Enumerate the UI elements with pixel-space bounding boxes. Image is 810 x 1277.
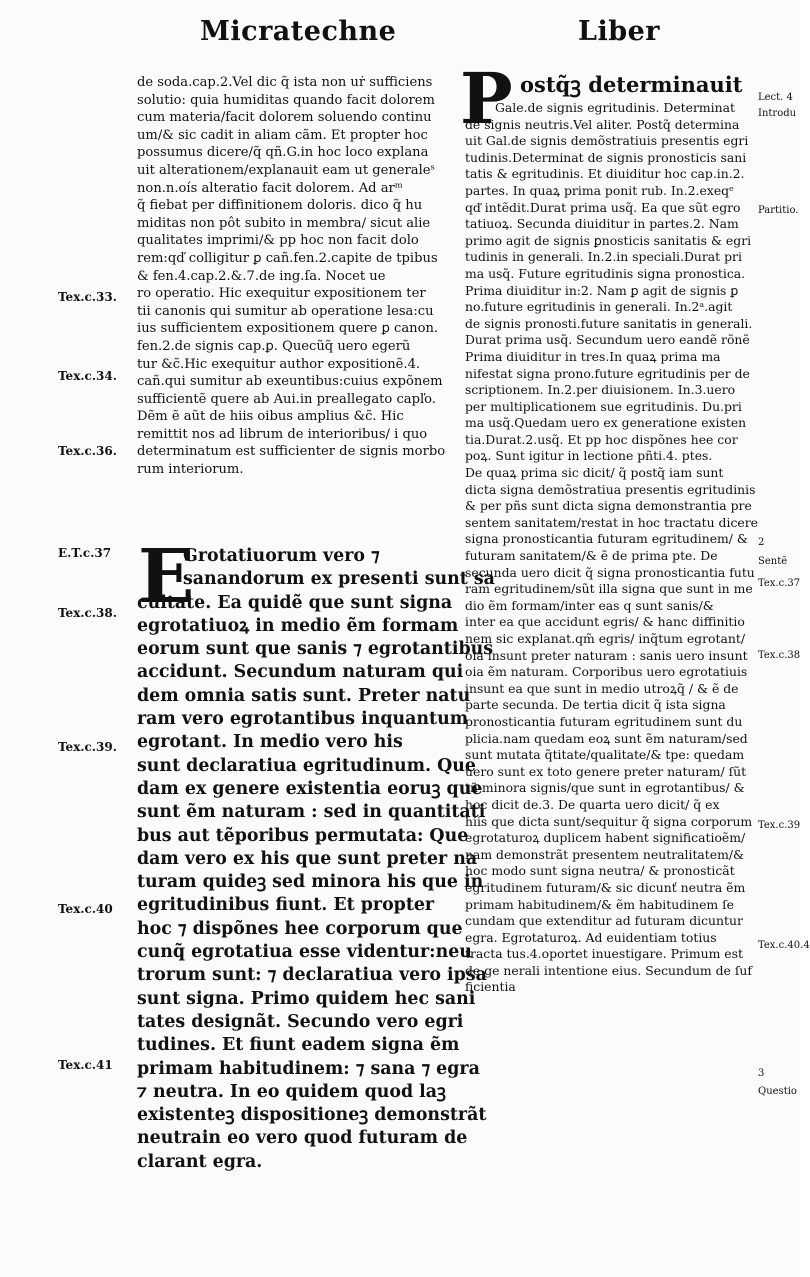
text-line: inter ea que accidunt egris/ & hanc diffinitio	[465, 614, 745, 630]
text-line: sentem sanitatem/restat in hoc tractatu dicere	[465, 514, 758, 530]
text-line: futuram sanitatem/& ẽ de prima pte. De	[465, 548, 718, 564]
text-line: dicta signa demõstratiua presentis egritudinis	[465, 481, 756, 497]
text-line: primam habitudinem/& ẽm habitudinem ſe	[465, 896, 735, 912]
text-line: eorum sunt que sanis ⁊ egrotantibus	[137, 639, 494, 660]
text-line: De quaꝝ prima sic dicit/ q̃ postq̃ iam sunt	[465, 465, 724, 481]
text-line: fen.2.de signis cap.ꝑ. Quecũq̃ uero egerũ	[137, 338, 411, 354]
text-line: um/& sic cadit in aliam cãm. Et propter hoc	[137, 127, 428, 143]
text-line: uit Gal.de signis demõstratiuis presentis egri	[465, 133, 749, 149]
text-line: cañ.qui sumitur ab exeuntibus:cuius expõnem	[137, 374, 443, 390]
text-line: dam ex genere existentia eoruꝫ que	[137, 778, 483, 799]
text-line: Prima diuiditur in tres.In quaꝝ prima ma	[465, 348, 721, 364]
text-line: de signis neutris.Vel aliter. Postq̃ determina	[465, 116, 740, 132]
text-line: sunt ẽm naturam : sed in quantitati	[137, 802, 486, 823]
text-line: trorum sunt: ⁊ declaratiua vero ipsa	[137, 965, 487, 986]
margin-reference-right: 2	[758, 537, 765, 548]
text-line: primo agit de signis ꝑnosticis sanitatis & egri	[465, 232, 752, 248]
text-line: hoc dicit de.3. De quarta uero dicit/ q̃ ex	[465, 796, 720, 812]
text-line: oia ẽm naturam. Corporibus uero egrotatiuis	[465, 664, 748, 680]
margin-reference-right: Partitio.	[758, 205, 799, 216]
text-line: tudinis.Determinat de signis pronosticis sani	[465, 149, 747, 165]
text-line: oia insunt preter naturam : sanis uero insunt	[465, 647, 748, 663]
text-line: Gale.de signis egritudinis. Determinat	[495, 100, 735, 115]
running-header	[0, 16, 800, 60]
right-commentary-column	[465, 70, 783, 996]
text-line: & fen.4.cap.2.&.7.de ing.ſa. Nocet ue	[137, 268, 386, 284]
text-line: cundam que extenditur ad futuram dicuntur	[465, 913, 743, 929]
text-line: egrotant. In medio vero his	[137, 732, 403, 753]
text-line: rem:qď colligitur ꝑ cañ.fen.2.capite de tpibus	[137, 250, 438, 266]
text-line: rum interiorum.	[137, 462, 244, 478]
text-line: de signis pronosti.future sanitatis in generali.	[465, 315, 753, 331]
margin-reference-left: Tex.c.40	[58, 902, 113, 916]
text-line: tudines. Et fiunt eadem signa ẽm	[137, 1035, 460, 1056]
text-line: qď intẽdit.Durat prima usq̃. Ea que sũt egro	[465, 199, 741, 215]
text-line: egritudinem futuram/& sic dicunť neutra ẽm	[465, 879, 746, 895]
text-line: Grotatiuorum vero ⁊	[183, 546, 380, 566]
text-line: Prima diuiditur in:2. Nam ꝑ agit de signis ꝑ	[465, 282, 739, 298]
text-line: hiis que dicta sunt/sequitur q̃ signa corporum	[465, 813, 753, 829]
text-line: no.future egritudinis in generali. In.2ᵃ.agit	[465, 299, 733, 315]
margin-reference-left: E.T.c.37	[58, 546, 112, 560]
margin-reference-right: Tex.c.39	[758, 820, 801, 831]
text-line: existenteꝫ dispositioneꝫ demonstrãt	[137, 1105, 487, 1126]
text-line: q̃ fiebat per diffinitionem doloris. dico q̃ hu	[137, 198, 423, 214]
text-line: tñ minora signis/que sunt in egrotantibus/ &	[465, 780, 745, 796]
text-line: ram vero egrotantibus inquantum	[137, 709, 469, 730]
running-title-right: Liber	[578, 16, 661, 47]
text-line: uero sunt ex toto genere preter naturam/ ſũt	[465, 763, 747, 779]
text-line: tia.Durat.2.usq̃. Et pp hoc dispõnes hee cor	[465, 431, 738, 447]
text-line: uit alterationem/explanauit eam ut generaleˢ	[137, 162, 435, 178]
text-line: nam demonstrãt presentem neutralitatem/&	[465, 846, 745, 862]
text-line: hoc ⁊ dispõnes hee corporum que	[137, 918, 463, 939]
margin-reference-left: Tex.c.38.	[58, 606, 117, 620]
text-line: tracta tus.4.oportet inuestigare. Primum est	[465, 946, 743, 962]
text-line: determinatum est sufficienter de signis morbo	[137, 444, 446, 460]
text-line: egritudinibus fiunt. Et propter	[137, 895, 435, 916]
section-heading: ostq̃ꝫ determinauit	[520, 72, 743, 97]
text-line: Durat prima usq̃. Secundum uero eandẽ rõnẽ	[465, 332, 750, 348]
text-line: tatis & egritudinis. Et diuiditur hoc cap.in.2.	[465, 166, 745, 182]
text-line: de soda.cap.2.Vel dic q̃ ista non uṙ sufficiens	[137, 75, 433, 90]
margin-reference-left: Tex.c.34.	[58, 369, 117, 383]
margin-reference-right: Lect. 4	[758, 92, 793, 103]
text-line: tatiuoꝝ. Secunda diuiditur in partes.2. Nam	[465, 216, 739, 232]
text-line: tates designãt. Secundo vero egri	[137, 1011, 464, 1032]
margin-reference-left: Tex.c.36.	[58, 444, 117, 458]
text-line: de ge nerali intentione eius. Secundum de ſuf	[465, 962, 752, 978]
drop-cap-P: P	[460, 57, 513, 140]
text-line: qualitates imprimi/& pp hoc non facit dolo	[137, 233, 419, 249]
text-line: plicia.nam quedam eoꝝ sunt ẽm naturam/sed	[465, 730, 748, 746]
text-line: ficientia	[465, 979, 516, 995]
text-line: cunq̃ egrotatiua esse videntur:neu	[137, 942, 472, 963]
text-line: dam vero ex his que sunt preter na	[137, 848, 478, 869]
margin-reference-right: Questio	[758, 1086, 797, 1097]
drop-cap-E: E	[138, 534, 195, 620]
left-commentary-column	[137, 74, 457, 479]
text-line: partes. In quaꝝ prima ponit rub. In.2.exeqᵉ	[465, 182, 734, 198]
text-line: egrotaturoꝝ duplicem habent significatioẽm/	[465, 830, 746, 846]
text-line: sanandorum ex presenti sunt sa	[183, 569, 495, 590]
margin-reference-right: Tex.c.37	[758, 578, 801, 589]
margin-reference-left: Tex.c.39.	[58, 740, 117, 754]
margin-reference-right: Introdu	[758, 108, 797, 119]
text-line: ram egritudinem/sũt illa signa que sunt in me	[465, 581, 753, 597]
text-line: solutio: quia humiditas quando facit dolorem	[137, 92, 435, 108]
text-line: poꝝ. Sunt igitur in lectione pñti.4. ptes.	[465, 448, 713, 464]
text-line: signa pronosticantia futuram egritudinem/ &	[465, 531, 748, 547]
text-line: hoc modo sunt signa neutra/ & pronosticãt	[465, 863, 735, 879]
text-line: ma usq̃. Future egritudinis signa pronostica.	[465, 265, 746, 281]
text-line: ro operatio. Hic exequitur expositionem ter	[137, 286, 426, 302]
text-line: tudinis in generali. In.2.in speciali.Durat pri	[465, 249, 742, 265]
text-line: sunt mutata q̃titate/qualitate/& tpe: quedam	[465, 747, 745, 763]
text-line: sunt signa. Primo quidem hec sani	[137, 988, 476, 1009]
text-line: turam quideꝫ sed minora his que in	[137, 872, 484, 893]
text-line: parte secunda. De tertia dicit q̃ ista signa	[465, 697, 726, 713]
text-line: non.n.oís alteratio facit dolorem. Ad arᵐ	[137, 180, 403, 196]
text-line: sufficientẽ quere ab Aui.in preallegato capľo.	[137, 391, 436, 407]
text-line: accidunt. Secundum naturam qui	[137, 662, 464, 683]
text-line: ⁊ neutra. In eo quidem quod laꝫ	[137, 1081, 446, 1102]
text-line: primam habitudinem: ⁊ sana ⁊ egra	[137, 1058, 480, 1079]
text-line: bus aut tẽporibus permutata: Que	[137, 825, 469, 846]
text-line: ma usq̃.Quedam uero ex generatione existen	[465, 415, 747, 431]
text-line: secunda uero dicit q̃ signa pronosticantia futu	[465, 564, 755, 580]
text-line: remittit nos ad librum de interioribus/ i quo	[137, 426, 428, 442]
running-title-left: Micratechne	[200, 16, 397, 47]
text-line: cultate. Ea quidẽ que sunt signa	[137, 592, 453, 613]
text-line: neutrain eo vero quod futuram de	[137, 1128, 468, 1149]
margin-reference-right: Tex.c.38	[758, 650, 801, 661]
text-line: & per pñs sunt dicta signa demonstrantia pre	[465, 498, 752, 514]
text-line: ius sufficientem expositionem quere ꝑ canon.	[137, 321, 439, 337]
margin-reference-right: 3	[758, 1068, 765, 1079]
text-line: nem sic explanat.qm̃ egris/ inq̃tum egrotant/	[465, 631, 745, 646]
text-line: tur &c̃.Hic exequitur author expositionẽ.4.	[137, 356, 421, 372]
margin-reference-left: Tex.c.41	[58, 1058, 113, 1072]
text-line: per multiplicationem sue egritudinis. Du.pri	[465, 398, 742, 414]
text-line: egra. Egrotaturoꝝ. Ad euidentiam totius	[465, 929, 717, 945]
margin-reference-right: Tex.c.40.4	[758, 940, 810, 951]
text-line: scriptionem. In.2.per diuisionem. In.3.uero	[465, 382, 736, 398]
text-line: sunt declaratiua egritudinum. Que	[137, 755, 476, 776]
text-line: dem omnia satis sunt. Preter natu	[137, 685, 471, 706]
text-line: miditas non pôt subito in membra/ sicut alie	[137, 215, 431, 231]
text-line: insunt ea que sunt in medio utroꝝq̃ / & ẽ de	[465, 680, 739, 696]
text-line: cum materia/facit dolorem soluendo continu	[137, 110, 432, 126]
text-line: egrotatiuoꝝ in medio ẽm formam	[137, 615, 459, 636]
text-line: clarant egra.	[137, 1151, 263, 1172]
margin-reference-right: Sentẽ	[758, 556, 788, 567]
text-line: possumus dicere/q̃ qñ.G.in hoc loco explana	[137, 145, 429, 161]
margin-reference-left: Tex.c.33.	[58, 290, 117, 304]
text-line: tii canonis qui sumitur ab operatione lesa:cu	[137, 303, 434, 319]
text-line: Dẽm ẽ aũt de hiis oibus amplius &c̃. Hic	[137, 409, 404, 425]
text-line: nifestat signa prono.future egritudinis per de	[465, 365, 750, 381]
text-line: dio ẽm formam/inter eas q sunt sanis/&	[465, 597, 714, 613]
text-line: pronosticantia futuram egritudinem sunt du	[465, 713, 743, 729]
